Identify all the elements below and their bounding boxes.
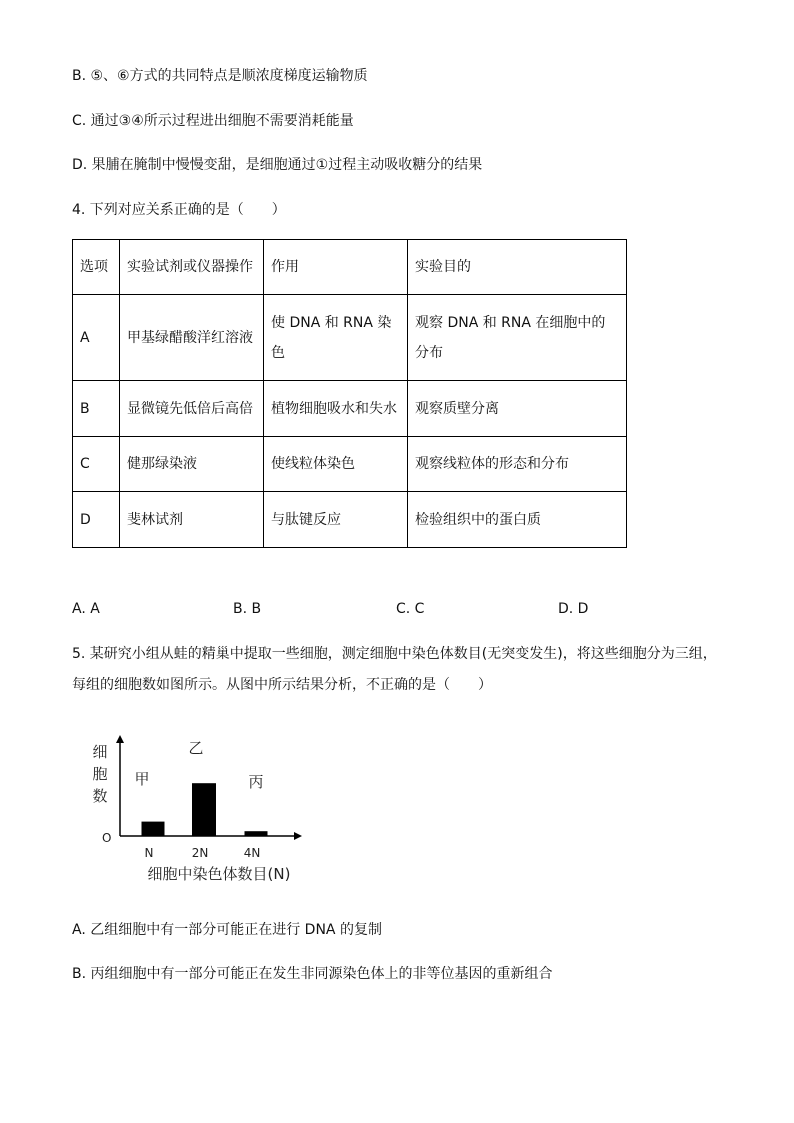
table-header-cell: 选项 — [73, 240, 120, 295]
table-cell: D — [73, 492, 120, 548]
q5-option-a: A. 乙组细胞中有一部分可能正在进行 DNA 的复制 — [72, 922, 382, 938]
table-cell: C — [73, 437, 120, 492]
table-cell: 使线粒体染色 — [264, 437, 408, 492]
q4-stem: 4. 下列对应关系正确的是（ ） — [72, 202, 286, 218]
q3-option-d: D. 果脯在腌制中慢慢变甜，是细胞通过①过程主动吸收糖分的结果 — [72, 157, 483, 173]
q3-option-c: C. 通过③④所示过程进出细胞不需要消耗能量 — [72, 113, 354, 129]
group-label: 甲 — [134, 770, 150, 788]
x-tick-label: 2N — [191, 846, 209, 860]
table-cell: 使 DNA 和 RNA 染色 — [264, 295, 408, 381]
table-cell: 植物细胞吸水和失水 — [264, 381, 408, 437]
table-cell: 健那绿染液 — [120, 437, 264, 492]
x-axis-arrow — [294, 832, 302, 840]
y-axis-label-char: 胞 — [92, 765, 108, 783]
x-tick-label: N — [144, 846, 154, 860]
table-row — [73, 437, 627, 492]
origin-label: O — [102, 831, 112, 845]
table-header-cell: 实验试剂或仪器操作 — [120, 240, 264, 295]
group-label: 乙 — [188, 739, 204, 757]
q4-option-b: B. B — [233, 601, 262, 617]
bars-layer — [92, 735, 302, 883]
q4-table — [72, 239, 627, 548]
table-cell: 甲基绿醋酸洋红溶液 — [120, 295, 264, 381]
table-cell: 检验组织中的蛋白质 — [408, 492, 627, 548]
table-row — [73, 492, 627, 548]
bar-4N — [245, 831, 268, 836]
x-axis-label: 细胞中染色体数目(N) — [147, 865, 291, 883]
q5-option-b: B. 丙组细胞中有一部分可能正在发生非同源染色体上的非等位基因的重新组合 — [72, 966, 553, 982]
table-header-cell: 实验目的 — [408, 240, 627, 295]
table-row — [73, 381, 627, 437]
y-axis-arrow — [116, 735, 124, 743]
table-cell: 斐林试剂 — [120, 492, 264, 548]
x-tick-label: 4N — [243, 846, 261, 860]
q5-stem-line-2: 每组的细胞数如图所示。从图中所示结果分析，不正确的是（ ） — [72, 677, 492, 693]
table-cell: 显微镜先低倍后高倍 — [120, 381, 264, 437]
table-header-cell: 作用 — [264, 240, 408, 295]
table-cell: 与肽键反应 — [264, 492, 408, 548]
table-cell: A — [73, 295, 120, 381]
q3-option-b: B. ⑤、⑥方式的共同特点是顺浓度梯度运输物质 — [72, 68, 368, 84]
bar-N — [142, 822, 165, 836]
table-cell: 观察 DNA 和 RNA 在细胞中的分布 — [408, 295, 627, 381]
group-label: 丙 — [248, 773, 264, 791]
table-row — [73, 295, 627, 381]
bar-2N — [192, 783, 216, 836]
y-axis-label-char: 细 — [92, 743, 108, 761]
y-axis-label-char: 数 — [92, 787, 108, 805]
q4-option-c: C. C — [396, 601, 425, 617]
q5-bar-chart — [80, 725, 400, 890]
q5-stem-line-1: 5. 某研究小组从蛙的精巢中提取一些细胞，测定细胞中染色体数目(无突变发生)，将这些细胞分为三组， — [72, 646, 717, 662]
q4-option-d: D. D — [558, 601, 589, 617]
table-cell: B — [73, 381, 120, 437]
q4-option-a: A. A — [72, 601, 100, 617]
table-header-row — [73, 240, 627, 295]
table-cell: 观察质壁分离 — [408, 381, 627, 437]
table-cell: 观察线粒体的形态和分布 — [408, 437, 627, 492]
